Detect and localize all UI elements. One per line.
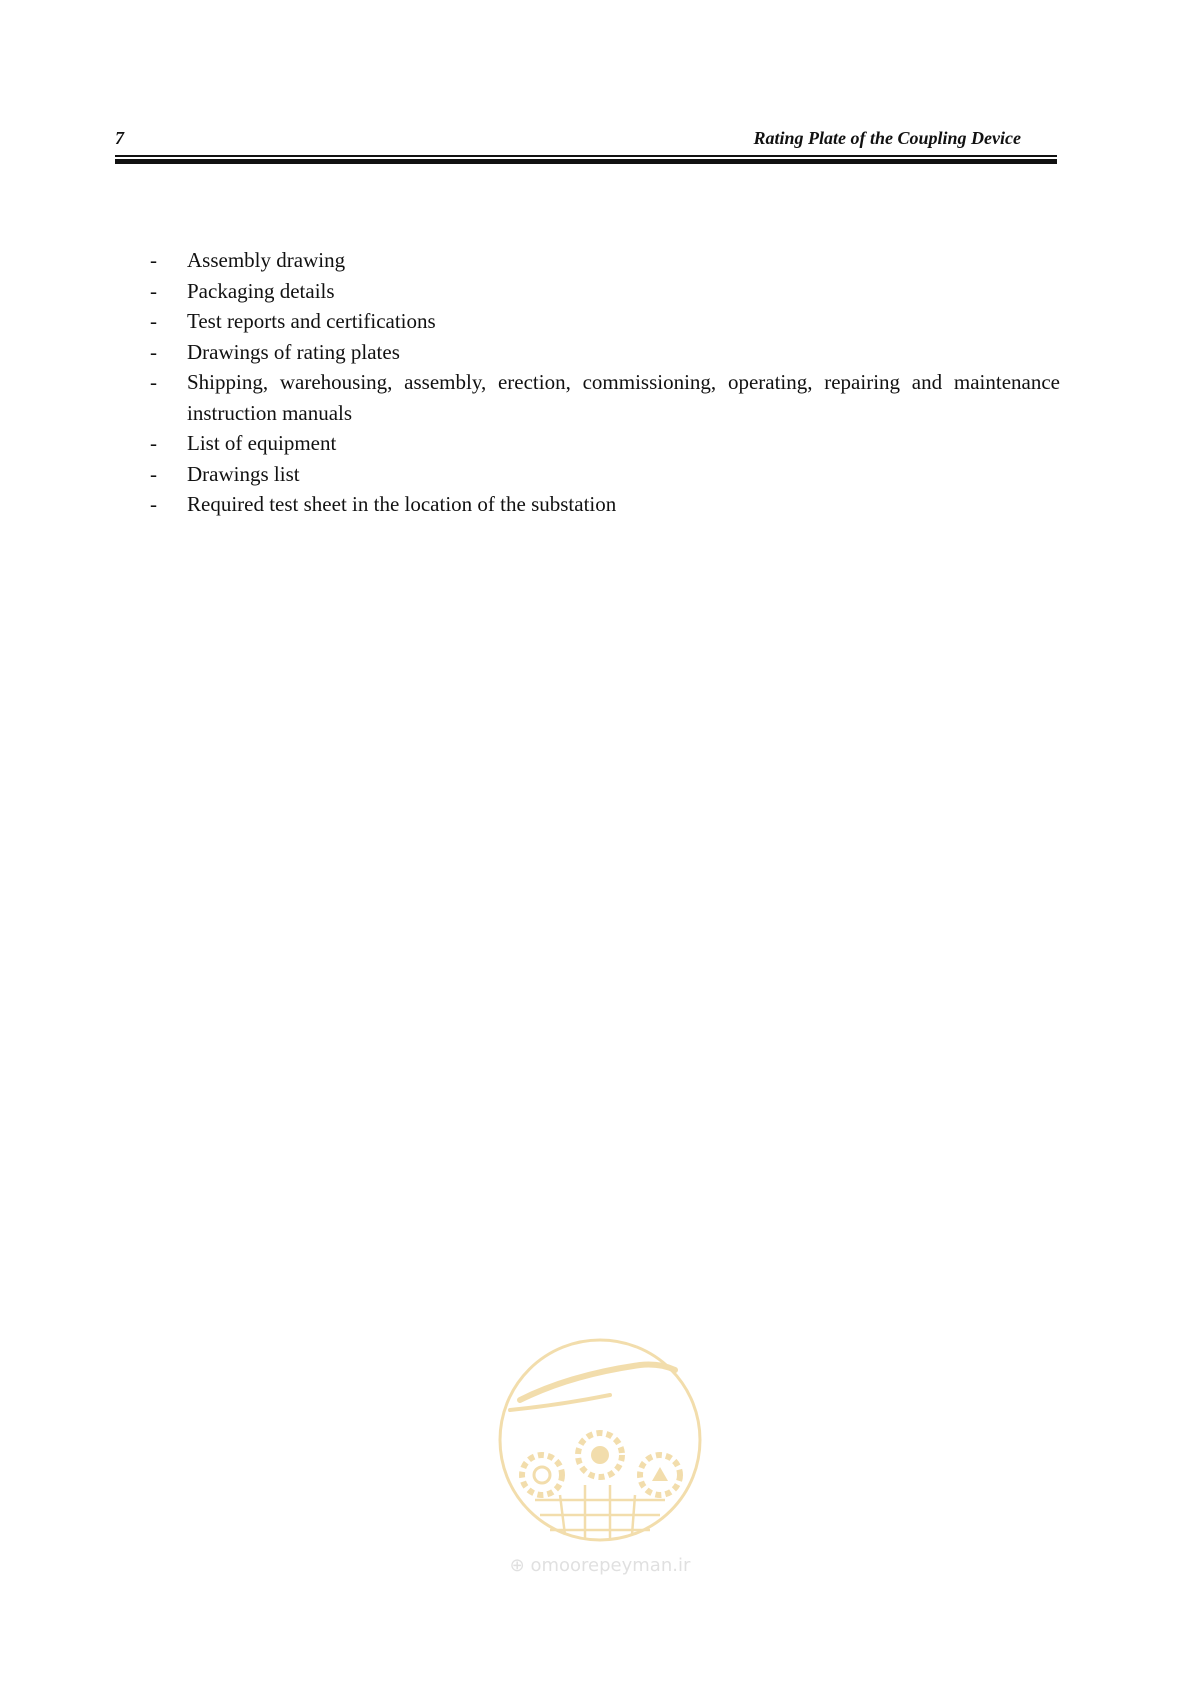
list-item bbox=[150, 489, 1060, 520]
list-item-text: Required test sheet in the location of the substation bbox=[187, 492, 617, 516]
document-list bbox=[150, 245, 1060, 520]
list-item-text: Packaging details bbox=[187, 278, 335, 303]
list-marker: - bbox=[150, 461, 157, 486]
watermark-logo-icon bbox=[490, 1335, 710, 1550]
header-rule-thick bbox=[115, 159, 1057, 164]
list-marker: - bbox=[150, 492, 157, 516]
list-marker: - bbox=[150, 339, 157, 364]
list-item bbox=[150, 367, 1060, 428]
list-item bbox=[150, 276, 1060, 307]
list-item bbox=[150, 337, 1060, 368]
list-item bbox=[150, 459, 1060, 490]
list-marker: - bbox=[150, 431, 157, 455]
list-marker: - bbox=[150, 248, 157, 272]
list-marker: - bbox=[150, 370, 157, 394]
list-item bbox=[150, 245, 1060, 276]
watermark-url: ⊕ omoorepeyman.ir bbox=[509, 1555, 691, 1576]
list-item-text: Shipping, warehousing, assembly, erection, commissioning, operating, repairing and maintenance instruction manuals bbox=[187, 370, 1060, 425]
list-item-text: Drawings of rating plates bbox=[187, 339, 400, 364]
running-title: Rating Plate of the Coupling Device bbox=[753, 128, 1021, 148]
list-item bbox=[150, 428, 1060, 459]
watermark bbox=[490, 1335, 710, 1585]
list-item bbox=[150, 306, 1060, 337]
list-item-text: List of equipment bbox=[187, 431, 337, 455]
list-item-text: Assembly drawing bbox=[187, 248, 346, 272]
list-item-text: Test reports and certifications bbox=[187, 309, 436, 333]
header-rule-thin bbox=[115, 155, 1057, 157]
page-header bbox=[115, 128, 1057, 148]
list-marker: - bbox=[150, 278, 157, 303]
list-item-text: Drawings list bbox=[187, 461, 300, 486]
list-marker: - bbox=[150, 309, 157, 333]
page-number: 7 bbox=[115, 128, 124, 148]
